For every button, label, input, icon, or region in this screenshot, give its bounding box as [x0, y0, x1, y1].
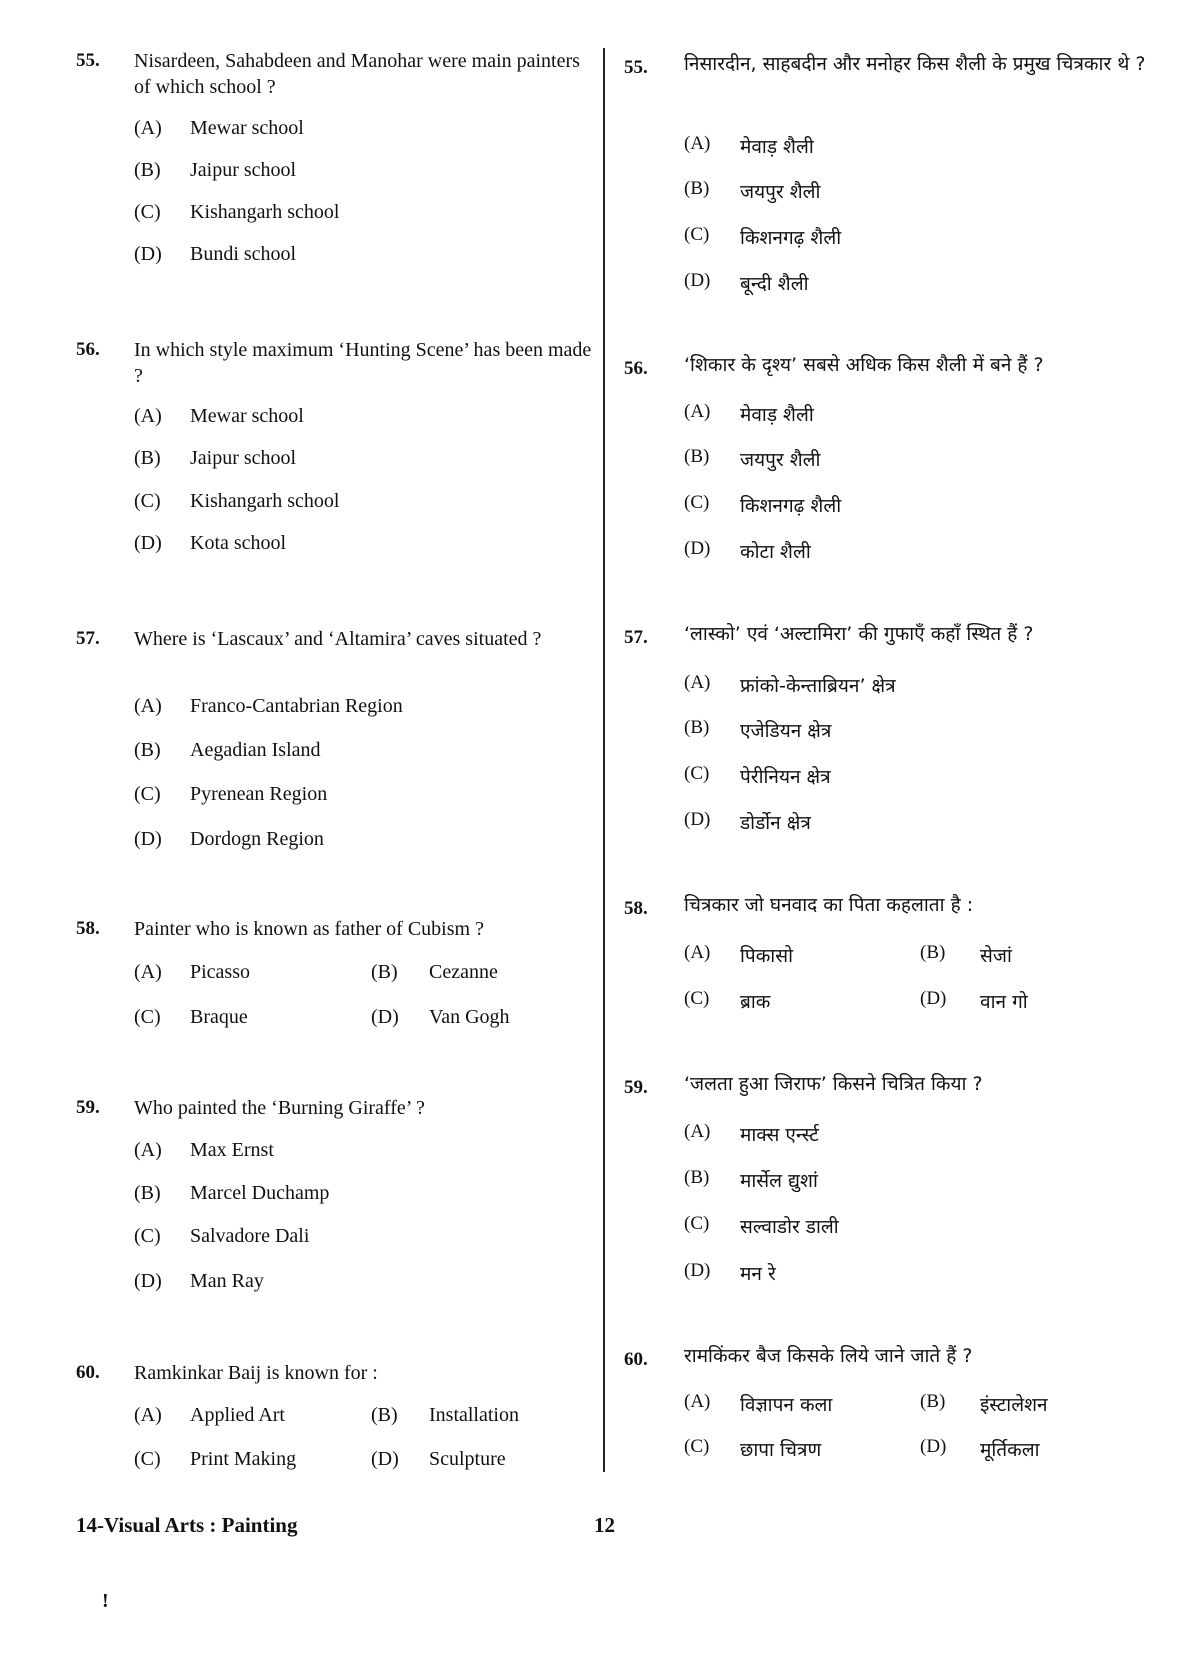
question-text: In which style maximum ‘Hunting Scene’ has been made ? — [134, 339, 592, 387]
question-text: Nisardeen, Sahabdeen and Manohar were main painters of which school ? — [134, 50, 580, 98]
question-text: चित्रकार जो घनवाद का पिता कहलाता है : — [684, 894, 974, 916]
question-number: 60. — [624, 1349, 648, 1370]
question-number: 56. — [76, 339, 100, 360]
question-number: 58. — [624, 898, 648, 919]
question-number: 58. — [76, 918, 100, 939]
question-number: 57. — [76, 628, 100, 649]
question-number: 55. — [76, 50, 100, 71]
question-text: Ramkinkar Baij is known for : — [134, 1362, 378, 1384]
question-text: ‘शिकार के दृश्य’ सबसे अधिक किस शैली में बने हैं ? — [684, 354, 1044, 376]
scan-mark: ! — [102, 1590, 109, 1612]
question-text: Where is ‘Lascaux’ and ‘Altamira’ caves situated ? — [134, 628, 542, 650]
question-text: Who painted the ‘Burning Giraffe’ ? — [134, 1097, 425, 1119]
question-text: Painter who is known as father of Cubism ? — [134, 918, 484, 940]
question-text: निसारदीन, साहबदीन और मनोहर किस शैली के प्रमुख चित्रकार थे ? — [684, 53, 1146, 75]
question-number: 59. — [76, 1097, 100, 1118]
question-number: 60. — [76, 1362, 100, 1383]
question-number: 57. — [624, 627, 648, 648]
page-number: 12 — [594, 1513, 615, 1537]
question-number: 55. — [624, 57, 648, 78]
question-text: रामकिंकर बैज किसके लिये जाने जाते हैं ? — [684, 1345, 973, 1367]
column-divider — [603, 48, 605, 1472]
question-number: 56. — [624, 358, 648, 379]
question-number: 59. — [624, 1077, 648, 1098]
footer-subject: 14-Visual Arts : Painting — [76, 1513, 298, 1537]
question-text: ‘जलता हुआ जिराफ’ किसने चित्रित किया ? — [684, 1073, 983, 1095]
question-text: ‘लास्को’ एवं ‘अल्टामिरा’ की गुफाएँ कहाँ स्थित हैं ? — [684, 623, 1034, 645]
